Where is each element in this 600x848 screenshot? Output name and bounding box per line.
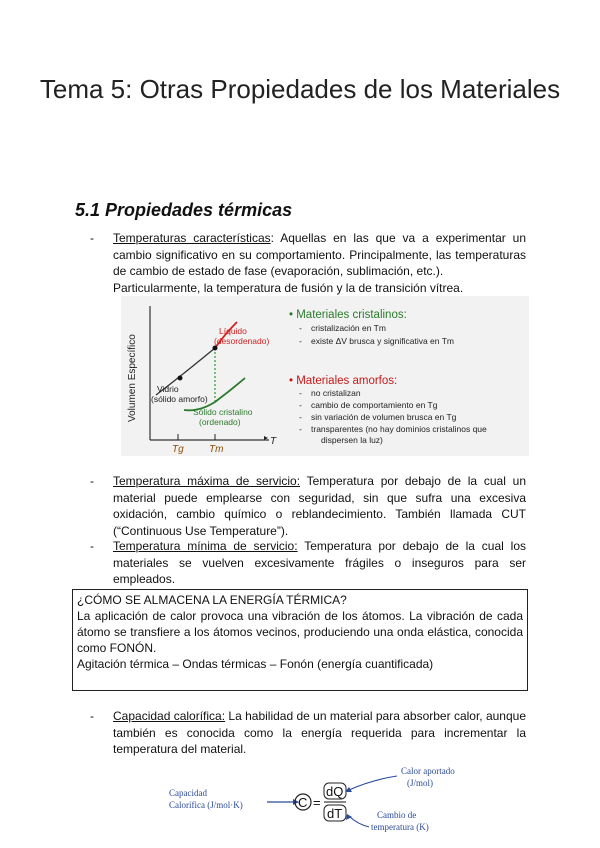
list-item-min-service	[90, 538, 526, 588]
heat-added-label-2: (J/mol)	[407, 778, 433, 788]
tm-label: Tm	[209, 444, 224, 455]
box-summary: Agitación térmica – Ondas térmicas – Fonón (energía cuantificada)	[77, 657, 434, 671]
term-temperaturas: Temperaturas características	[113, 231, 271, 245]
desc-min-service: Temperatura por debajo de la cual los materiales se vuelven excesivamente frágiles o inseguros para ser empleados.	[113, 539, 526, 586]
bullet-dash: -	[90, 539, 94, 553]
term-min-service: Temperatura mínima de servicio:	[113, 539, 298, 553]
phase-diagram-figure	[121, 296, 529, 456]
amorphous-item: no cristalizan	[311, 388, 361, 398]
desc-max-service: Temperatura por debajo de la cual un material puede emplearse con seguridad, sin que sufra una excesiva oxidación, cambio químico o reblandecimiento. También llamada CUT (“Continuous Use Temperature”).	[113, 474, 527, 538]
svg-text:-: -	[299, 424, 302, 434]
bullet-dash: -	[90, 231, 94, 245]
x-axis-label: T	[270, 436, 277, 447]
svg-text:-: -	[299, 388, 302, 398]
liquid-label: Líquido	[219, 326, 247, 336]
amorphous-item: transparentes (no hay dominios cristalinos que	[311, 424, 487, 434]
bullet-dash: -	[90, 709, 94, 723]
y-axis-label: Volumen Específico	[127, 334, 138, 422]
item-text	[113, 708, 526, 758]
title-text: Tema 5: Otras Propiedades de los Materiales	[39, 74, 561, 104]
temp-change-label: Cambio de	[377, 810, 417, 820]
svg-text:-: -	[299, 412, 302, 422]
tg-label: Tg	[172, 444, 184, 455]
crystal-label-2: (ordenado)	[199, 417, 241, 427]
denominator-dt: dT	[327, 806, 343, 821]
numerator-dq: dQ	[326, 784, 344, 799]
capacity-label: Capacidad	[169, 788, 207, 798]
svg-text:-: -	[299, 323, 302, 333]
list-item-max-service	[90, 473, 526, 539]
desc-temperaturas: : Aquellas en las que va a experimentar un cambio significativo en su comportamiento. Principalmente, las temperaturas de cambio de estado de fase (evaporación, sublimación, etc.).	[113, 231, 526, 278]
amorphous-heading: • Materiales amorfos:	[289, 375, 398, 387]
amorphous-item: cambio de comportamiento en Tg	[311, 400, 438, 410]
glass-label: Vidrio	[157, 384, 179, 394]
bullet-dash: -	[90, 474, 94, 488]
equals-sign: =	[313, 795, 321, 810]
capacity-label-2: Calorífica (J/mol·K)	[169, 800, 243, 810]
c-symbol: C	[298, 795, 308, 810]
box-paragraph: La aplicación de calor provoca una vibración de los átomos. La vibración de cada átomo se transfiere a los átomos vecinos, produciendo una onda elástica, conocida como FONÓN.	[77, 609, 523, 655]
item-text	[113, 473, 526, 539]
amorphous-item: dispersen la luz)	[321, 435, 383, 445]
list-item-heat-capacity	[90, 708, 526, 758]
crystal-label: Sólido cristalino	[193, 407, 253, 417]
temp-change-label-2: temperatura (K)	[371, 822, 429, 832]
crystalline-item: existe ΔV brusca y significativa en Tm	[311, 336, 454, 346]
thermal-energy-box	[72, 589, 528, 691]
svg-text:-: -	[299, 336, 302, 346]
heat-capacity-equation-figure	[159, 764, 489, 840]
section-heading: 5.1 Propiedades térmicas	[75, 200, 293, 220]
desc-heat-capacity: La habilidad de un material para absorber calor, aunque también es conocida como la energía requerida para incrementar la temperatura del material.	[113, 709, 527, 756]
box-question: ¿CÓMO SE ALMACENA LA ENERGÍA TÉRMICA?	[77, 593, 347, 607]
item-text-2: Particularmente, la temperatura de fusión y la de transición vítrea.	[113, 280, 464, 295]
heat-added-label: Calor aportado	[401, 766, 455, 776]
point-tm	[213, 346, 218, 351]
crystalline-heading: • Materiales cristalinos:	[289, 309, 407, 321]
liquid-label-2: (desordenado)	[214, 336, 270, 346]
page-title	[0, 72, 600, 106]
point-tg	[178, 376, 183, 381]
item-text	[113, 538, 526, 588]
item-text	[113, 230, 526, 280]
list-item-temperaturas	[90, 230, 526, 296]
amorphous-item: sin variación de volumen brusca en Tg	[311, 412, 457, 422]
term-max-service: Temperatura máxima de servicio:	[113, 474, 301, 488]
glass-label-2: (sólido amorfo)	[151, 394, 208, 404]
svg-text:-: -	[299, 400, 302, 410]
term-heat-capacity: Capacidad calorífica:	[113, 709, 226, 723]
crystalline-item: cristalización en Tm	[311, 323, 386, 333]
